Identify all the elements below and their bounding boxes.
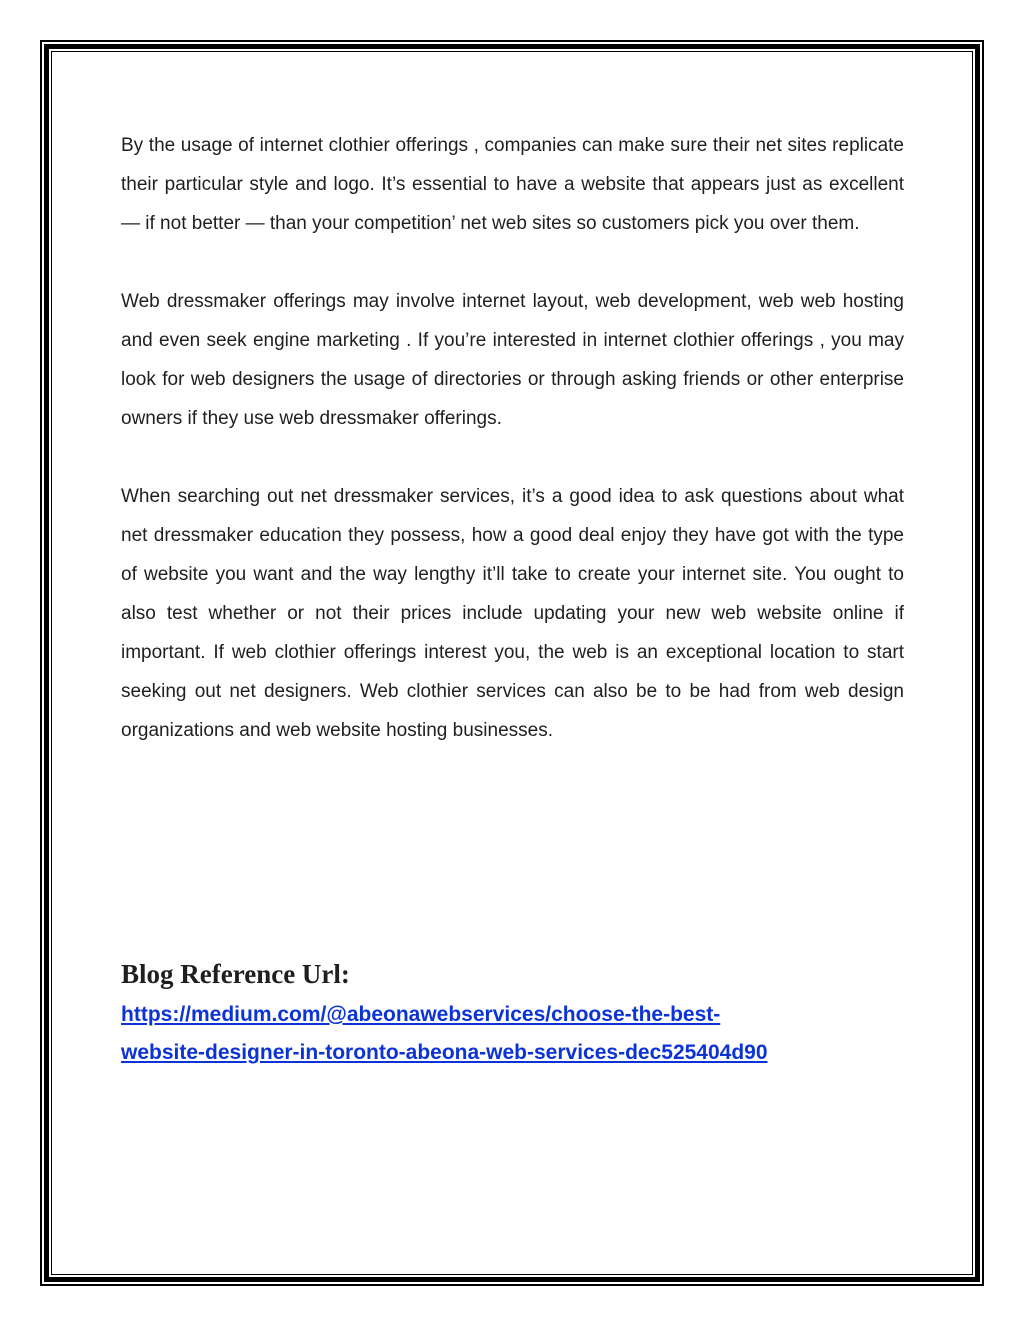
document-body <box>121 126 904 750</box>
reference-link[interactable] <box>121 996 881 1072</box>
paragraph-1: By the usage of internet clothier offerings , companies can make sure their net sites replicate their particular style and logo. It’s essential to have a website that appears just as excellent — if not better — than your competition’ net web sites so customers pick you over them. <box>121 135 904 234</box>
paragraph-3: When searching out net dressmaker services, it’s a good idea to ask questions about what net dressmaker education they possess, how a good deal enjoy they have got with the type of website you want and the way lengthy it’ll take to create your internet site. You ought to also test whether or not their prices include updating your new web website online if important. If web clothier offerings interest you, the web is an exceptional location to start seeking out net designers. Web clothier services can also be to be had from web design organizations and web website hosting businesses. <box>121 486 904 741</box>
reference-link-line-1: https://medium.com/@abeonawebservices/choose-the-best- <box>121 1003 721 1026</box>
paragraph-2: Web dressmaker offerings may involve internet layout, web development, web web hosting and even seek engine marketing . If you’re interested in internet clothier offerings , you may look for web designers the usage of directories or through asking friends or other enterprise owners if they use web dressmaker offerings. <box>121 291 904 429</box>
reference-link-line-2: website-designer-in-toronto-abeona-web-services-dec525404d90 <box>121 1041 768 1064</box>
reference-heading: Blog Reference Url: <box>121 959 350 989</box>
